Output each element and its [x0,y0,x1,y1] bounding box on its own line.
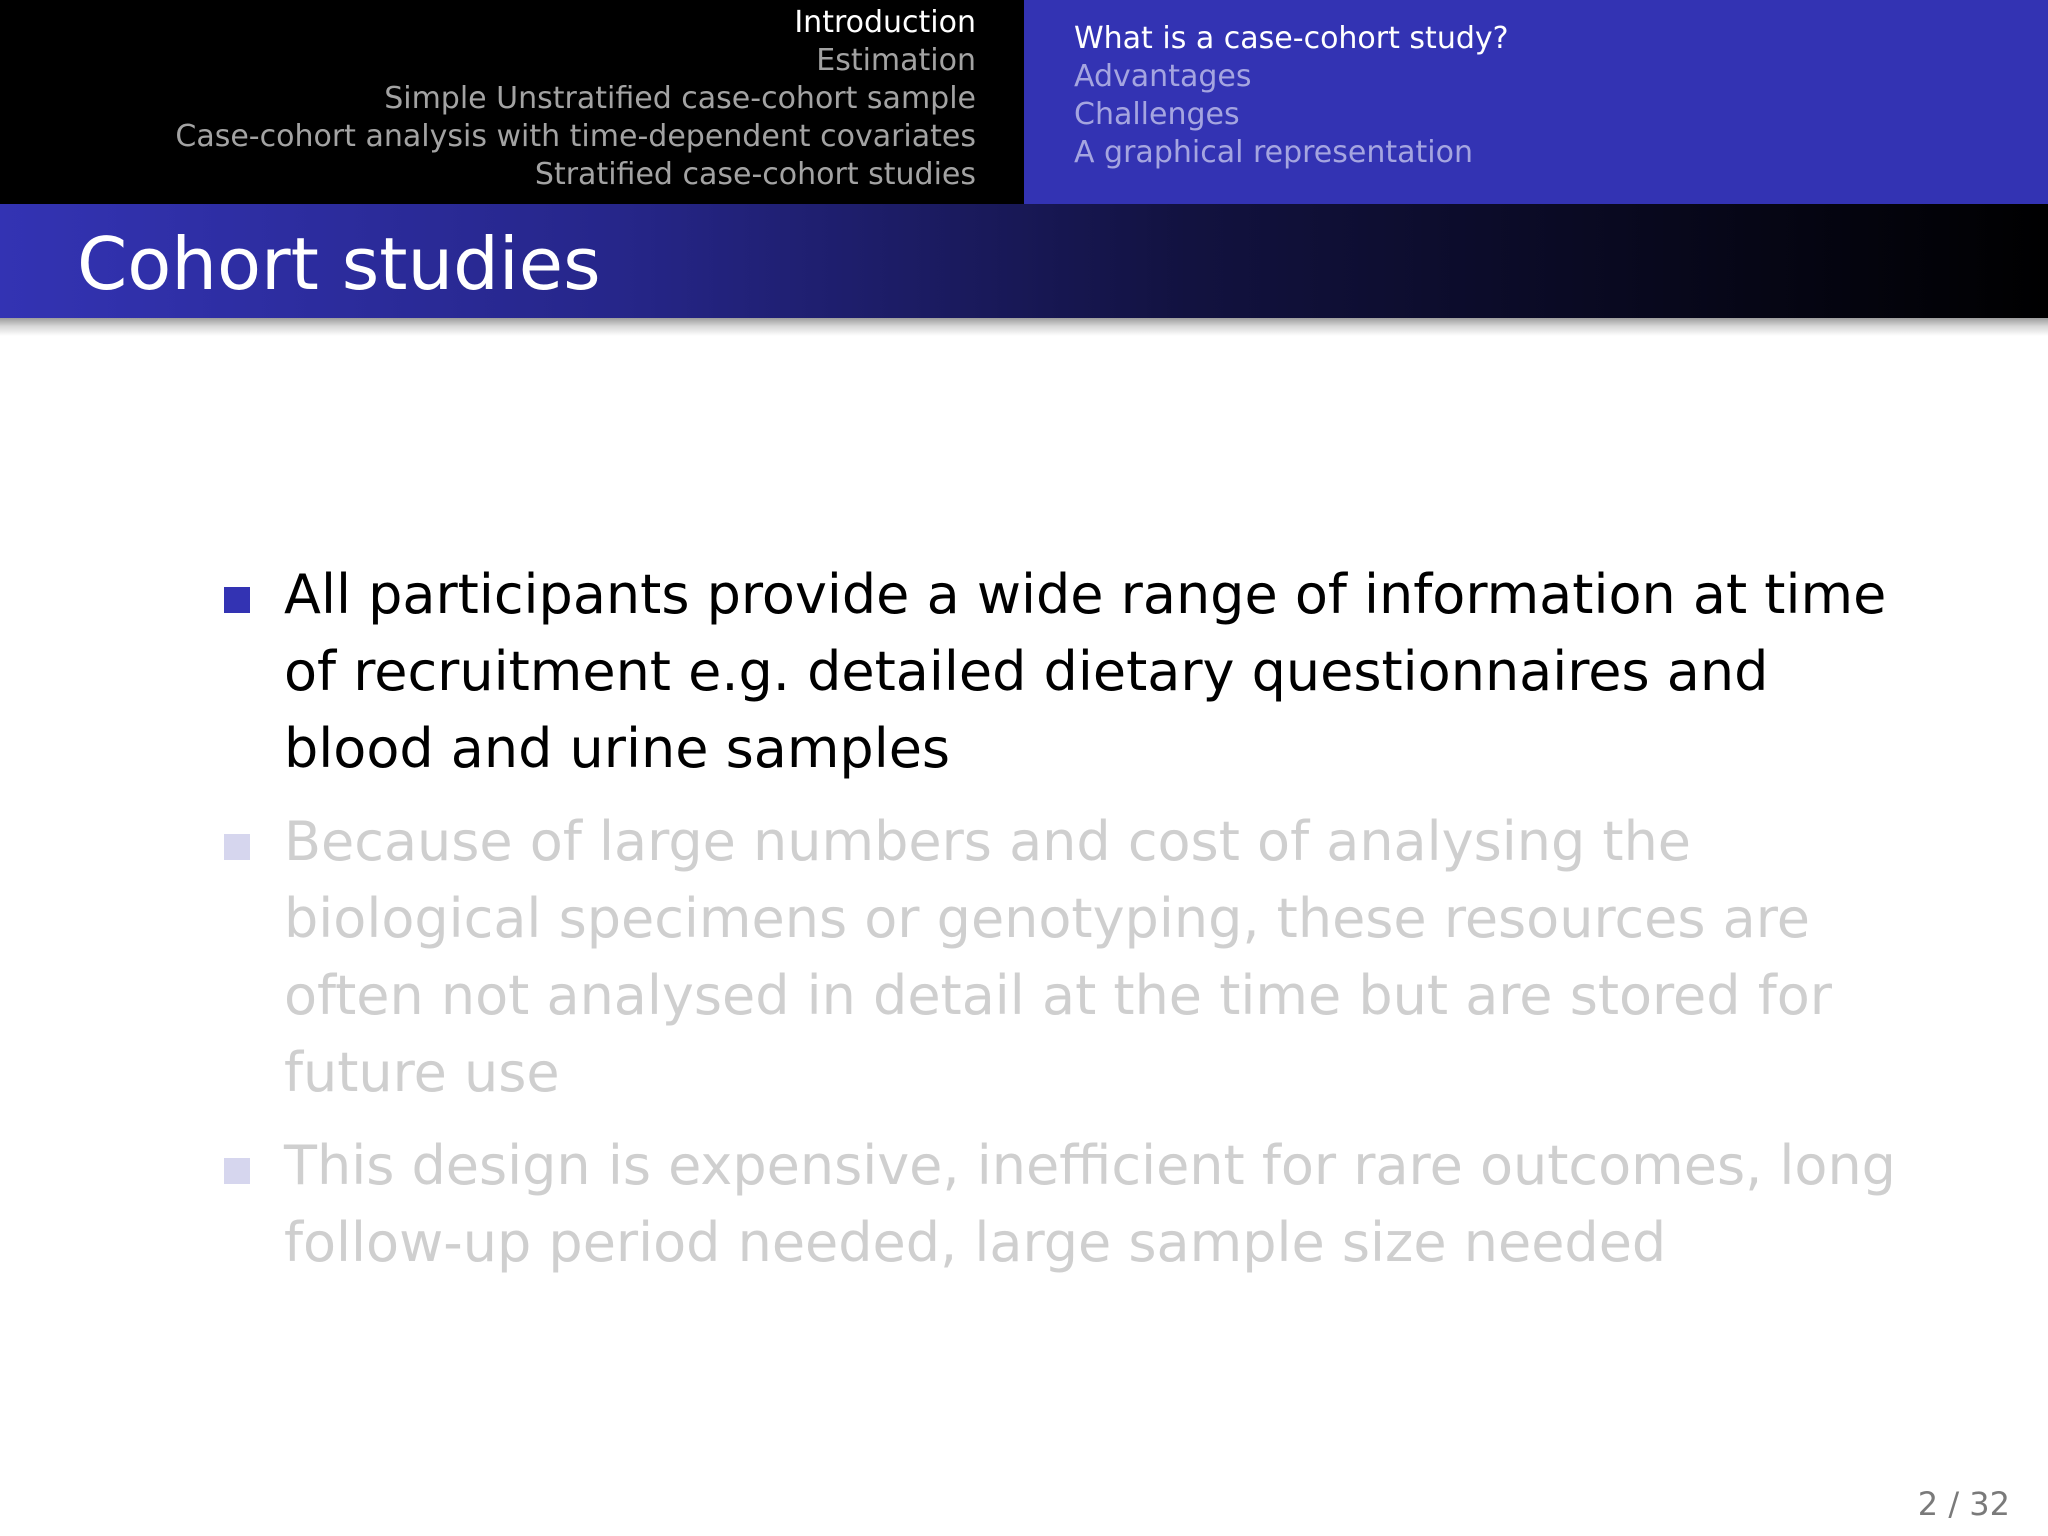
nav-section-time-dependent[interactable]: Case-cohort analysis with time-dependent covariates [175,119,976,154]
nav-subsection-challenges[interactable]: Challenges [1074,97,1240,132]
square-bullet-icon [224,587,250,613]
subsection-navigation [1024,0,2048,204]
nav-section-simple-unstratified[interactable]: Simple Unstratified case-cohort sample [384,81,976,116]
bullet-item [220,1127,1900,1281]
bullet-text: All participants provide a wide range of information at time of recruitment e.g. detailed dietary questionnaires and blood and urine samples [284,563,1887,780]
nav-section-introduction[interactable]: Introduction [794,5,976,40]
frame-title: Cohort studies [77,222,601,306]
bullet-item [220,556,1900,787]
frame-title-bar [0,204,2048,318]
bullet-item [220,803,1900,1111]
section-navigation [0,0,1024,204]
square-bullet-icon [224,834,250,860]
nav-subsection-graphical[interactable]: A graphical representation [1074,135,1473,170]
nav-subsection-what-is[interactable]: What is a case-cohort study? [1074,21,1509,56]
bullet-text: Because of large numbers and cost of analysing the biological specimens or genotyping, these resources are often not analysed in detail at the time but are stored for future use [284,810,1832,1104]
nav-subsection-advantages[interactable]: Advantages [1074,59,1252,94]
square-bullet-icon [224,1158,250,1184]
title-bar-shadow [0,318,2048,336]
nav-section-estimation[interactable]: Estimation [816,43,976,78]
page-number: 2 / 32 [1917,1485,2010,1523]
nav-section-stratified[interactable]: Stratified case-cohort studies [534,157,976,192]
bullet-text: This design is expensive, inefficient for rare outcomes, long follow-up period needed, large sample size needed [284,1134,1896,1274]
bullet-list [220,556,1900,1297]
